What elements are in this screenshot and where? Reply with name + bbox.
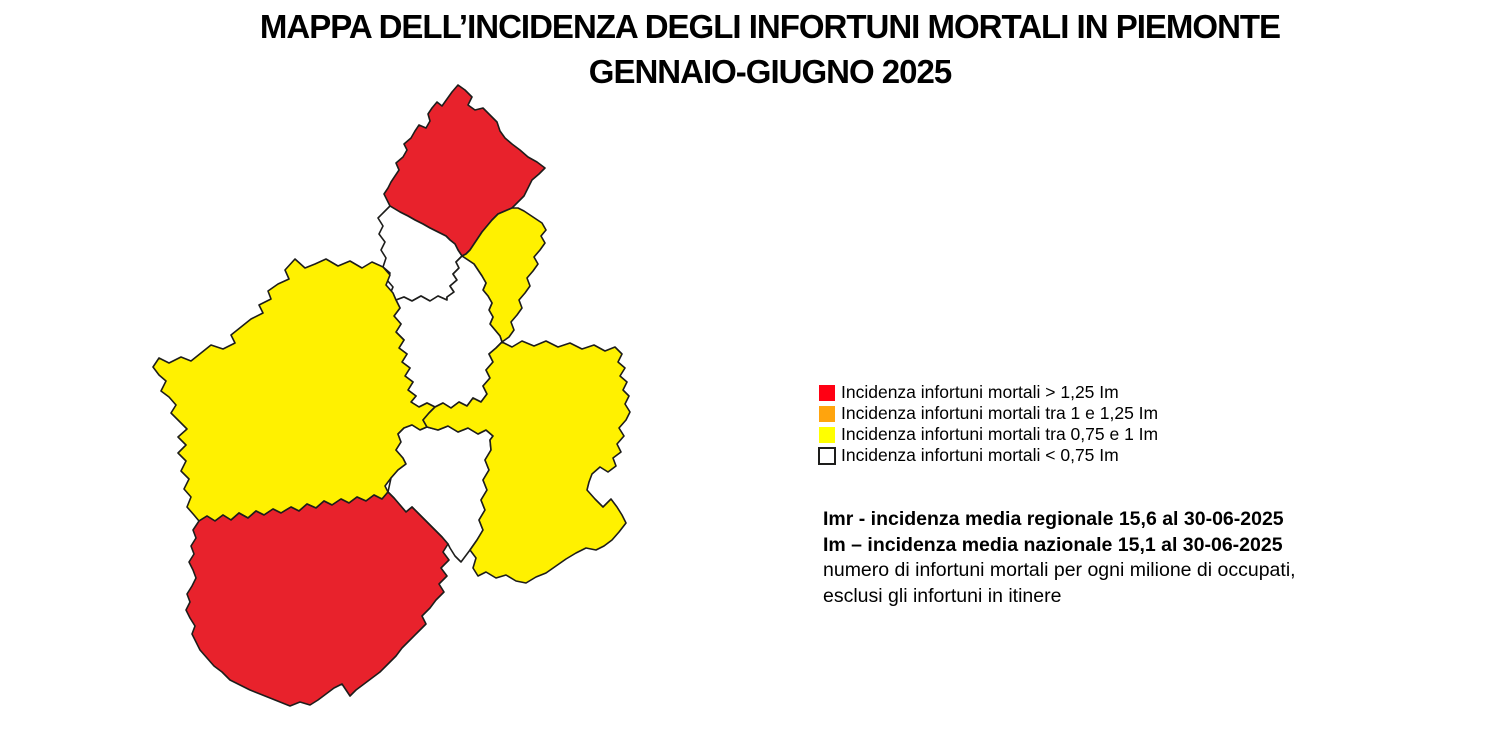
- legend-item-red: [818, 382, 1158, 403]
- legend-label: Incidenza infortuni mortali < 0,75 Im: [841, 445, 1119, 465]
- note-national-incidence: Im – incidenza media nazionale 15,1 al 30-06-2025: [823, 533, 1283, 556]
- page-title-line2: GENNAIO-GIUGNO 2025: [588, 53, 952, 90]
- legend-swatch-white-icon: [818, 447, 836, 465]
- note-definition-line1: numero di infortuni mortali per ogni milione di occupati,: [823, 559, 1296, 581]
- legend-item-orange: [818, 403, 1158, 424]
- province-cuneo: [186, 492, 449, 706]
- page-title-line1: MAPPA DELL’INCIDENZA DEGLI INFORTUNI MORTALI IN PIEMONTE: [259, 8, 1281, 45]
- legend-item-white: [818, 445, 1158, 466]
- note-definition-line2: esclusi gli infortuni in itinere: [823, 584, 1062, 607]
- legend-swatch-red-icon: [818, 384, 836, 402]
- map-notes: [823, 507, 1296, 609]
- legend-swatch-orange-icon: [818, 405, 836, 423]
- legend-label: Incidenza infortuni mortali tra 1 e 1,25 Im: [841, 403, 1159, 423]
- map-legend: [818, 382, 1158, 466]
- piemonte-map: [140, 78, 670, 718]
- legend-label: Incidenza infortuni mortali tra 0,75 e 1 Im: [841, 424, 1159, 444]
- legend-swatch-yellow-icon: [818, 426, 836, 444]
- legend-label: Incidenza infortuni mortali > 1,25 Im: [841, 382, 1119, 402]
- note-regional-incidence: Imr - incidenza media regionale 15,6 al 30-06-2025: [823, 508, 1284, 530]
- legend-item-yellow: [818, 424, 1158, 445]
